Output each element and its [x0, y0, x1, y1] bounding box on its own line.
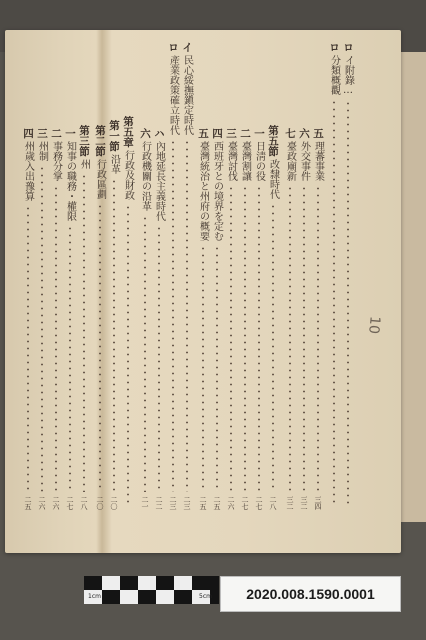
- toc-entry-title: 內地延長主義時代: [153, 140, 165, 221]
- toc-entry: [153, 128, 165, 510]
- toc-entry: [225, 128, 237, 510]
- toc-entry: [139, 128, 151, 510]
- leader-dots: [158, 225, 160, 493]
- toc-entry-page: 二七: [66, 496, 74, 510]
- toc-entry-page: 二五: [24, 496, 32, 510]
- toc-entry-title: 臺政廟新: [284, 140, 296, 181]
- toc-entry-title: 西班牙との境界を定む: [211, 140, 223, 241]
- leader-dots: [83, 173, 85, 493]
- leader-dots: [317, 185, 319, 493]
- toc-entry-title: 行政及財政: [122, 149, 134, 200]
- toc-entry-heading: 二: [239, 128, 251, 139]
- toc-entry-title: イ附錄…: [342, 54, 354, 96]
- toc-entry-title: 外交事件: [298, 140, 310, 181]
- toc-entry: [328, 42, 340, 510]
- leader-dots: [303, 185, 305, 493]
- toc-entry-title: 行政區劃: [94, 158, 106, 199]
- toc-entry-heading: 第三節: [78, 125, 90, 157]
- book-page: [5, 30, 401, 553]
- toc-entry-page: 二六: [38, 496, 46, 510]
- toc-entry-page: 二二: [155, 496, 163, 510]
- toc-entry-title: 沿革: [108, 153, 120, 174]
- toc-entry-page: 三二: [300, 496, 308, 510]
- leader-dots: [216, 245, 218, 493]
- toc-entry: [298, 128, 310, 510]
- leader-dots: [113, 178, 115, 493]
- toc-entry: [94, 125, 106, 510]
- toc-entry-heading: 二: [50, 128, 62, 139]
- leader-dots: [258, 185, 260, 493]
- toc-entry: [312, 128, 324, 510]
- leader-dots: [186, 139, 188, 493]
- leader-dots: [272, 203, 274, 493]
- toc-entry-title: 改隸時代: [267, 158, 279, 199]
- toc-entry: [197, 128, 209, 510]
- toc-entry: [239, 128, 251, 510]
- archive-id-label: 2020.008.1590.0001: [221, 577, 400, 611]
- scale-segment: [156, 590, 174, 604]
- toc-entry-heading: 七: [284, 128, 296, 139]
- toc-entry-page: 三四: [314, 496, 322, 510]
- toc-entry: [167, 42, 179, 510]
- toc-entry: [64, 128, 76, 510]
- scale-label-right: 5cm: [199, 593, 212, 600]
- toc-entry-title: 臺灣統治と州府の概要: [197, 140, 209, 241]
- scale-bar: [84, 576, 219, 604]
- toc-entry-heading: ロ: [342, 42, 354, 53]
- toc-entry-heading: 五: [312, 128, 324, 139]
- leader-dots: [172, 139, 174, 493]
- toc-entry-title: 理蕃事業: [312, 140, 324, 181]
- toc-entry-page: 三二: [286, 496, 294, 510]
- scale-segment: [138, 576, 156, 590]
- toc-entry: [50, 128, 62, 510]
- toc-entry-heading: 一: [64, 128, 76, 139]
- toc-entry-heading: 第五章: [122, 116, 134, 148]
- toc-entry-page: 二五: [213, 496, 221, 510]
- toc-entry-heading: 六: [139, 128, 151, 139]
- toc-entry-title: 州: [78, 158, 90, 169]
- scale-segment: [120, 590, 138, 604]
- toc-entry-heading: 六: [298, 128, 310, 139]
- toc-entry-page: 二七: [255, 496, 263, 510]
- leader-dots: [202, 245, 204, 493]
- toc-entry: [267, 125, 279, 510]
- toc-entry-title: 民心綏撫鎭定時代: [181, 54, 193, 135]
- leader-dots: [99, 203, 101, 493]
- toc-entry-page: 二五: [199, 496, 207, 510]
- leader-dots: [347, 100, 349, 507]
- leader-dots: [289, 185, 291, 493]
- toc-entry: [22, 128, 34, 510]
- toc-entry: [108, 120, 120, 510]
- toc-entry-heading: 四: [22, 128, 34, 139]
- toc-entry-title: 產業政策確立時代: [167, 54, 179, 135]
- toc-entry-page: 二三: [183, 496, 191, 510]
- toc-entry-page: 二〇: [96, 496, 104, 510]
- toc-entry-heading: 五: [197, 128, 209, 139]
- leader-dots: [144, 215, 146, 493]
- toc-entry: [211, 128, 223, 510]
- toc-entry-title: 分類概觀: [328, 54, 340, 95]
- toc-entry-page: 二〇: [110, 496, 118, 510]
- toc-entry-title: 事務分掌: [50, 140, 62, 181]
- toc-entry-heading: 三: [36, 128, 48, 139]
- leader-dots: [27, 205, 29, 493]
- leader-dots: [230, 185, 232, 493]
- toc-entry-page: 二六: [52, 496, 60, 510]
- toc-entry: [36, 128, 48, 510]
- toc-entry-page: 二六: [227, 496, 235, 510]
- toc-entry-title: 州歲入出豫算: [22, 140, 34, 201]
- toc-entry: [284, 128, 296, 510]
- toc-entry-heading: 第二節: [94, 125, 106, 157]
- toc-entry-heading: 三: [225, 128, 237, 139]
- toc-entry-page: 二三: [169, 496, 177, 510]
- toc-entry: [181, 42, 193, 510]
- toc-entry-page: 二八: [80, 496, 88, 510]
- handwritten-note: 10: [365, 315, 383, 335]
- toc-entry-title: 州制: [36, 140, 48, 161]
- leader-dots: [41, 165, 43, 493]
- toc-entry-heading: イ: [181, 42, 193, 53]
- leader-dots: [69, 225, 71, 493]
- toc-entry: [78, 125, 90, 510]
- toc-entry-page: 二七: [241, 496, 249, 510]
- toc-entry-title: 日淸の役: [253, 140, 265, 181]
- scale-label-left: 1cm: [88, 593, 101, 600]
- toc-entry-title: 臺灣割讓: [239, 140, 251, 181]
- toc-entry-title: 臺灣討伐: [225, 140, 237, 181]
- toc-entry: [253, 128, 265, 510]
- toc-entry: [122, 116, 134, 510]
- toc-entry-page: 二一: [141, 496, 149, 510]
- toc-entry-heading: ロ: [328, 42, 340, 53]
- toc-entry-heading: 第五節: [267, 125, 279, 157]
- toc-entry-title: 知事の職務・權限: [64, 140, 76, 221]
- toc-entry: [342, 42, 354, 510]
- toc-entry-title: 行政機關の沿革: [139, 140, 151, 211]
- toc-entry-heading: ハ: [153, 128, 165, 139]
- leader-dots: [55, 185, 57, 493]
- toc-entry-heading: 一: [253, 128, 265, 139]
- scale-segment: [174, 576, 192, 590]
- scale-segment: [102, 576, 120, 590]
- leader-dots: [127, 204, 129, 507]
- toc-entry-page: 二八: [269, 496, 277, 510]
- toc-entry-heading: 第一節: [108, 120, 120, 152]
- toc-entry-heading: ロ: [167, 42, 179, 53]
- leader-dots: [333, 99, 335, 507]
- toc-entry-heading: 四: [211, 128, 223, 139]
- leader-dots: [244, 185, 246, 493]
